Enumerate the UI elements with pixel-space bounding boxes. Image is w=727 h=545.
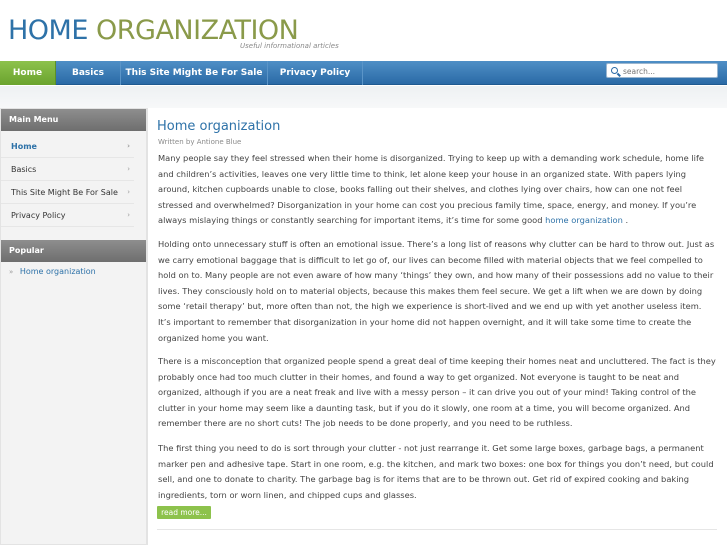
logo-word-organization: ORGANIZATION xyxy=(96,15,299,46)
article-paragraph-2: Holding onto unnecessary stuff is often an emotional issue. There’s a long list of reasons why clutter can be hard to throw out. Just as we carry emotional baggage that is difficult to let go of, our lives can become filled with material objects that we feel compelled to hold on to. Many people are not even aware of how many ‘things’ they own, and how many of their possessions add no value to their lives. They consciously hold on to material objects, because this makes them feel secure. We get a lift when we are down by doing some ‘retail therapy’ but, more often than not, the high we experience is short-lived and we end up with yet another useless item. It’s important to remember that disorganization in your home did not happen overnight, and it will take some time to create the organized home you want. xyxy=(158,239,715,343)
read-more-button[interactable]: read more... xyxy=(157,506,211,519)
paragraph-text: Many people say they feel stressed when their home is disorganized. Trying to keep up with a demanding work schedule, home life and children’s activities, leaves one very little time to think, let alone keep your house in an organized state. With papers lying around, kitchen cupboards unable to close, books falling out their shelves, and clothes lying over chairs, how can one not feel stressed and overwhelmed? Disorganization in your home can cost you precious family time, space, energy, and money. If you’re always mislaying things or constantly searching for important items, it’s time for some good xyxy=(158,153,704,226)
sidebar-item-label: Privacy Policy xyxy=(11,211,66,220)
article-paragraph-3: There is a misconception that organized people spend a great deal of time keeping their homes neat and uncluttered. The fact is they probably once had too much clutter in their homes, and found a way to get organized. Not everyone is taught to be neat and organized, although if you are a neat freak and live with a messy person – it can drive you out of your mind! Taking control of the clutter in your home may seem like a daunting task, but if you do it slowly, one room at a time, you will become organized. And remember there are no short cuts! The job needs to be done properly, and you need to be ruthless. xyxy=(158,356,716,429)
article-title[interactable]: Home organization xyxy=(157,119,281,134)
chevron-right-icon: › xyxy=(127,211,130,219)
search-box[interactable] xyxy=(606,63,718,78)
sidebar-item-site-for-sale[interactable] xyxy=(1,181,134,204)
nav-basics[interactable]: Basics xyxy=(56,61,121,85)
sidebar-item-label: Basics xyxy=(11,165,37,174)
popular-title: Popular xyxy=(1,240,146,262)
article-paragraph-4: The first thing you need to do is sort through your clutter - not just rearrange it. Get some large boxes, garbage bags, a permanent marker pen and adhesive tape. Start in one room, e.g. the kitchen, and mark two boxes: one box for things you don’t need, but could sell, and one to donate to charity. The garbage bag is for items that are to be thrown out. Get rid of expired cooking and baking ingredients, torn or worn linen, and chipped cups and glasses. xyxy=(158,443,714,500)
sidebar-item-privacy-policy[interactable] xyxy=(1,204,134,227)
sidebar xyxy=(0,108,147,545)
popular-item-home-organization[interactable] xyxy=(9,267,96,276)
chevron-right-icon: › xyxy=(127,165,130,173)
popular-item-label: Home organization xyxy=(19,267,96,276)
search-icon xyxy=(611,67,618,74)
article-byline: Written by Antione Blue xyxy=(158,138,242,146)
site-header xyxy=(0,0,727,62)
bullet-icon: » xyxy=(9,268,14,276)
nav-privacy-policy[interactable]: Privacy Policy xyxy=(268,61,363,85)
chevron-right-icon: › xyxy=(127,188,130,196)
nav-home[interactable]: Home xyxy=(0,61,56,85)
article-paragraph-1 xyxy=(158,151,716,229)
paragraph-end: . xyxy=(625,215,629,226)
header-strip xyxy=(0,86,727,108)
sidebar-item-label: This Site Might Be For Sale xyxy=(11,188,118,197)
chevron-right-icon: › xyxy=(127,142,130,150)
nav-site-for-sale[interactable]: This Site Might Be For Sale xyxy=(121,61,268,85)
search-input[interactable] xyxy=(623,65,715,77)
sidebar-item-basics[interactable] xyxy=(1,158,134,181)
main-content xyxy=(147,108,727,545)
home-organization-link[interactable]: home organization xyxy=(545,215,623,226)
sidebar-item-label: Home xyxy=(11,142,37,151)
sidebar-item-home[interactable] xyxy=(1,135,134,158)
site-tagline: Useful informational articles xyxy=(240,42,339,50)
main-menu-title: Main Menu xyxy=(1,109,146,131)
divider xyxy=(157,529,717,530)
logo-word-home: HOME xyxy=(8,15,88,46)
